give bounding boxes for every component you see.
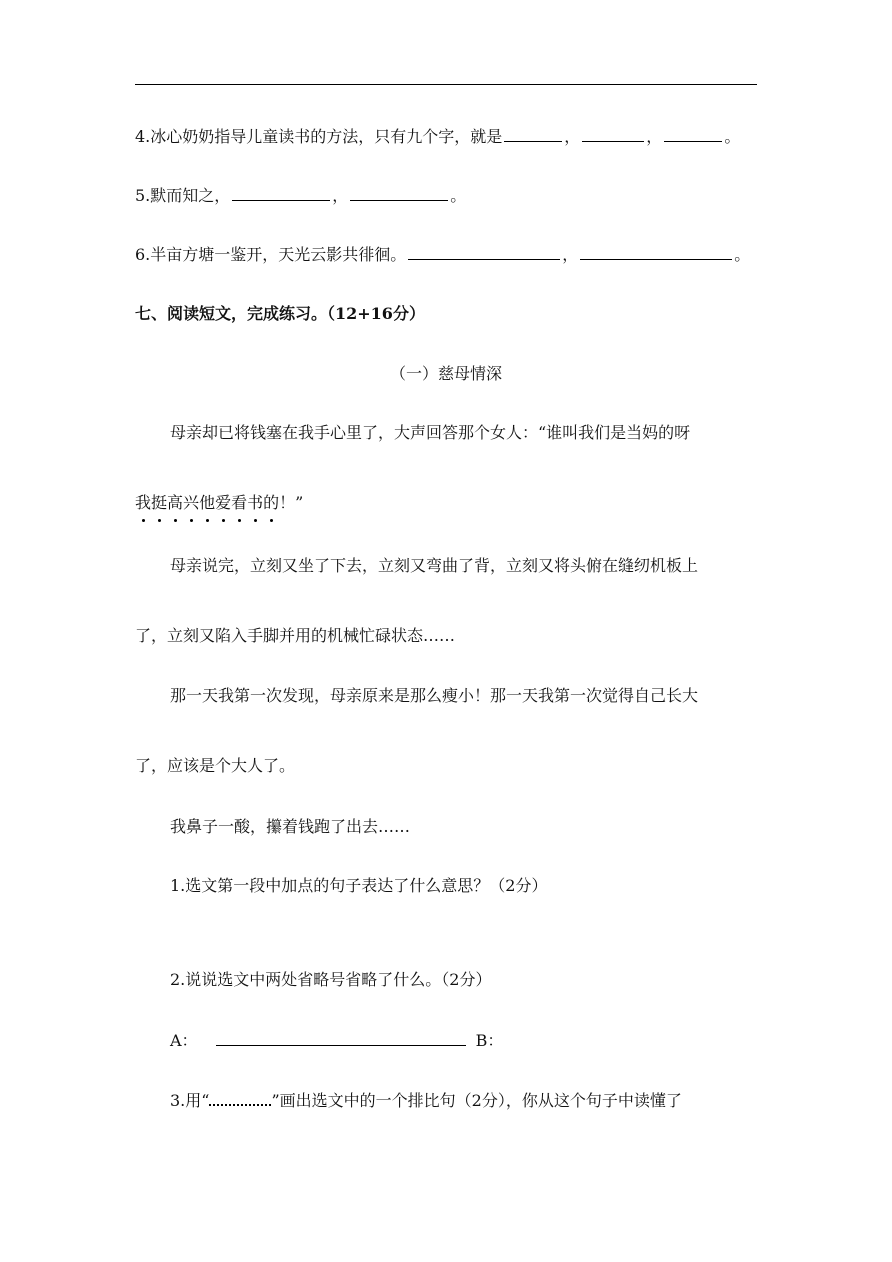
dotted-char: 的 bbox=[263, 491, 279, 515]
question-5 bbox=[135, 184, 466, 208]
dotted-sentence bbox=[135, 493, 279, 512]
question-2: 2.说说选文中两处省略号省略了什么。（2分） bbox=[170, 970, 492, 989]
question-4-text: 4.冰心奶奶指导儿童读书的方法，只有九个字，就是 bbox=[135, 127, 503, 146]
section-7-heading: 七、阅读短文，完成练习。（12+16分） bbox=[135, 304, 425, 323]
question-3-suffix: ”画出选文中的一个排比句（2分），你从这个句子中读懂了 bbox=[271, 1091, 682, 1110]
answer-blank[interactable] bbox=[582, 125, 644, 142]
paragraph-2-line-1: 母亲说完，立刻又坐了下去，立刻又弯曲了背，立刻又将头俯在缝纫机板上 bbox=[170, 556, 699, 575]
comma: ， bbox=[562, 245, 579, 264]
answer-blank[interactable] bbox=[232, 184, 330, 201]
paragraph-4: 我鼻子一酸，攥着钱跑了出去…… bbox=[170, 817, 411, 836]
question-6-text: 6.半亩方塘一鉴开，天光云影共徘徊。 bbox=[135, 245, 407, 264]
dotted-char: 他 bbox=[199, 491, 215, 515]
period: 。 bbox=[734, 245, 751, 264]
passage-title: （一）慈母情深 bbox=[389, 364, 502, 383]
period: 。 bbox=[724, 127, 741, 146]
header-rule bbox=[135, 84, 757, 85]
answer-a-label: A： bbox=[170, 1031, 198, 1050]
paragraph-1-tail: ！” bbox=[279, 493, 304, 512]
paragraph-1-line-1: 母亲却已将钱塞在我手心里了，大声回答那个女人：“谁叫我们是当妈的呀 bbox=[170, 423, 691, 442]
answer-blank[interactable] bbox=[504, 125, 562, 142]
question-5-text: 5.默而知之， bbox=[135, 186, 231, 205]
question-6 bbox=[135, 243, 750, 267]
paragraph-3-line-2: 了，应该是个大人了。 bbox=[135, 756, 296, 775]
comma: ， bbox=[564, 127, 581, 146]
answer-blank[interactable] bbox=[408, 243, 560, 260]
comma: ， bbox=[646, 127, 663, 146]
wavy-underline-mark bbox=[209, 1088, 271, 1106]
dotted-char: 看 bbox=[231, 491, 247, 515]
dotted-char: 我 bbox=[135, 491, 151, 515]
paragraph-1-line-2 bbox=[135, 491, 303, 515]
dotted-char: 高 bbox=[167, 491, 183, 515]
answer-b-label: B： bbox=[475, 1031, 504, 1050]
paragraph-2-line-2: 了，立刻又陷入手脚并用的机械忙碌状态…… bbox=[135, 626, 456, 645]
period: 。 bbox=[450, 186, 467, 205]
question-4 bbox=[135, 125, 740, 149]
question-3 bbox=[170, 1088, 682, 1113]
answer-a-blank[interactable] bbox=[216, 1029, 466, 1046]
paragraph-3-line-1: 那一天我第一次发现，母亲原来是那么瘦小！那一天我第一次觉得自己长大 bbox=[170, 686, 699, 705]
question-1: 1.选文第一段中加点的句子表达了什么意思？（2分） bbox=[170, 876, 548, 895]
dotted-char: 挺 bbox=[151, 491, 167, 515]
comma: ， bbox=[332, 186, 349, 205]
dotted-char: 书 bbox=[247, 491, 263, 515]
answer-blank[interactable] bbox=[664, 125, 722, 142]
question-3-prefix: 3.用“ bbox=[170, 1091, 210, 1110]
answer-blank[interactable] bbox=[580, 243, 732, 260]
dotted-char: 爱 bbox=[215, 491, 231, 515]
dotted-char: 兴 bbox=[183, 491, 199, 515]
answer-blank[interactable] bbox=[350, 184, 448, 201]
question-2-answers bbox=[170, 1029, 503, 1053]
